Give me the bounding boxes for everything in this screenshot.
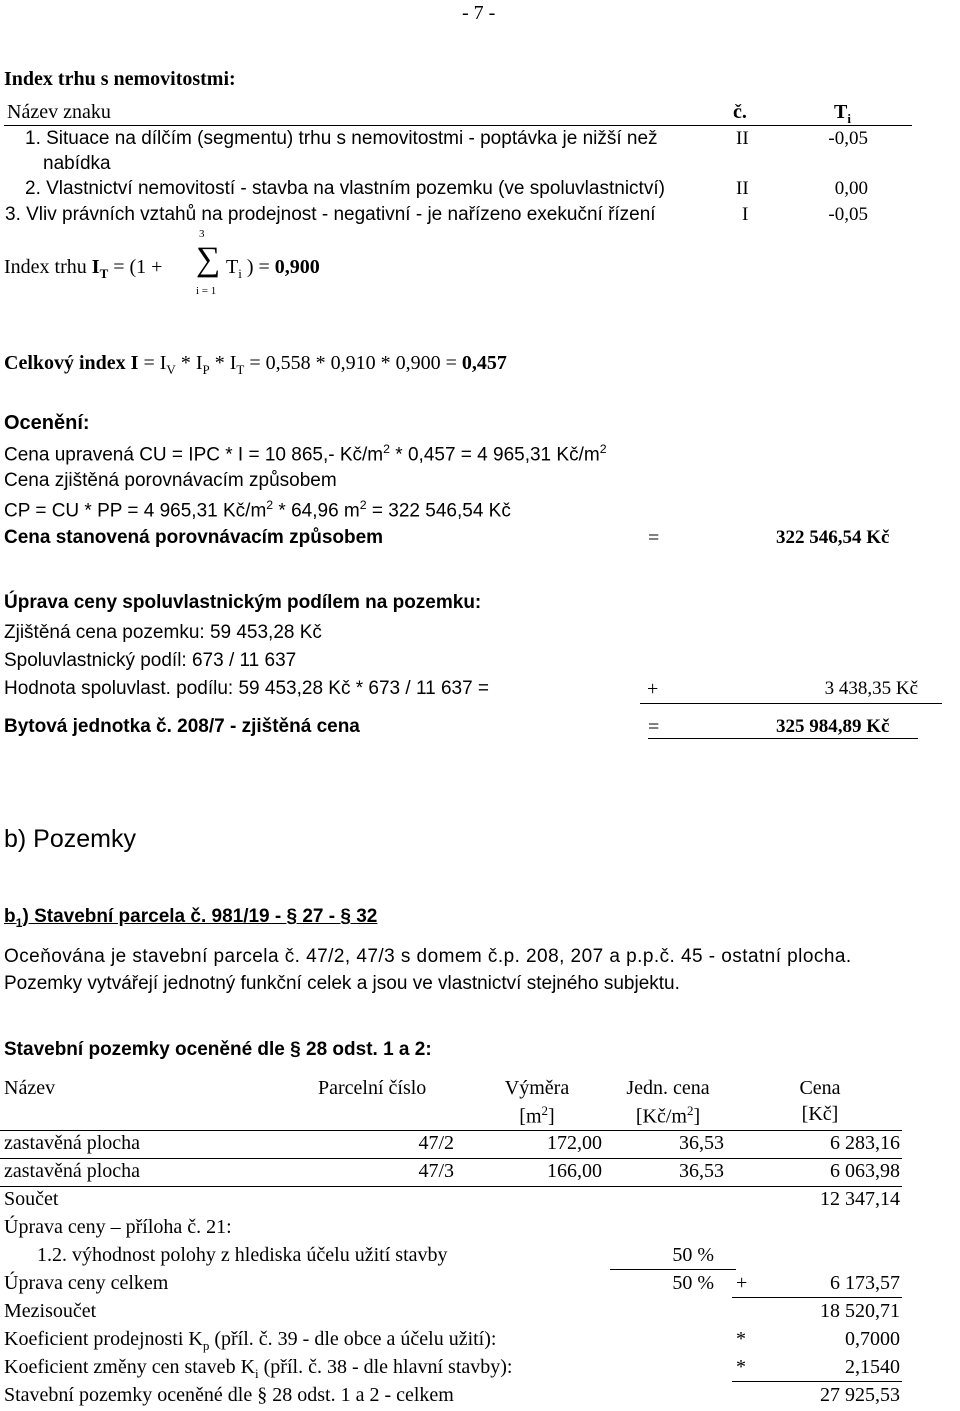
land-row-1-price: 6 283,16 (830, 1132, 900, 1154)
valuation-line-3: CP = CU * PP = 4 965,31 $Kč/m^2 * 64,96$ $m^2 = 322$ 546,54 Kč (4, 498, 511, 522)
land-adj-total-value: 6 173,57 (830, 1272, 900, 1294)
land-sum-value: 12 347,14 (820, 1188, 900, 1210)
unit-result-eq: = (648, 716, 660, 738)
sigma-symbol: ∑ (196, 241, 221, 278)
land-subtotal-label: Mezisoučet (4, 1300, 97, 1322)
land-adj-item-rule (610, 1269, 736, 1270)
section-b-title: b) Pozemky (4, 825, 136, 853)
land-row-1-rule (0, 1158, 902, 1159)
land-kp-sign: * (736, 1328, 746, 1350)
valuation-result-value: 322 546,54 Kč (776, 527, 890, 548)
land-row-2-name: zastavěná plocha (4, 1160, 141, 1182)
land-row-2-rule (0, 1186, 902, 1187)
index-header-rule (4, 125, 912, 126)
index-row-2-ti: 0,00 (834, 178, 868, 199)
adjustment-line-3: Hodnota spoluvlast. podílu: 59 453,28 Kč * 673 / 11 637 = (4, 678, 490, 699)
land-header-rule (0, 1130, 902, 1131)
index-row-3-c: I (742, 204, 749, 225)
adjustment-line-1: Zjištěná cena pozemku: 59 453,28 Kč (4, 622, 322, 643)
sigma-bottom: i = 1 (196, 285, 217, 297)
land-adj-total-label: Úprava ceny celkem (4, 1272, 169, 1294)
land-subtotal-value: 18 520,71 (820, 1300, 900, 1322)
land-ki-value: 2,1540 (845, 1356, 900, 1378)
total-index-line: Celkový index $I = I_V * I_P * I_T = 0,558 * 0,910 * 0,900 = 0,457$ (4, 352, 507, 377)
land-adj-total-rule (732, 1297, 902, 1298)
valuation-line-1: Cena upravená CU = IPC * I = 10 865,- $Kč/m^2 * 0,457 = 4$ 965,31 $Kč/m^2$ (4, 442, 607, 466)
land-kp-value: 0,7000 (845, 1328, 900, 1350)
land-row-1-unit-price: 36,53 (679, 1132, 724, 1154)
land-ki-rule (732, 1381, 902, 1382)
index-row-1-ti: -0,05 (828, 128, 868, 149)
land-col-parcel: Parcelní číslo (318, 1077, 427, 1099)
land-kp-label: Koeficient prodejnosti $K_p$ (příl. č. 39 - dle obce a účelu užití): (4, 1328, 497, 1353)
unit-result-label: Bytová jednotka č. 208/7 - zjištěná cena (4, 716, 360, 737)
land-col-price-unit: [Kč] (801, 1103, 839, 1125)
adjustment-value: 3 438,35 Kč (824, 678, 918, 699)
land-row-2-unit-price: 36,53 (679, 1160, 724, 1182)
page-number: - 7 - (462, 2, 496, 24)
land-col-area: Výměra (504, 1077, 570, 1099)
unit-result-underline (648, 738, 918, 739)
land-ki-sign: * (736, 1356, 746, 1378)
index-formula: Index trhu $I_T = (1$ + (4, 256, 163, 281)
land-adj-total-sign: + (736, 1272, 748, 1294)
index-row-1-c: II (736, 128, 749, 149)
index-row-1-text: 1. Situace na dílčím (segmentu) trhu s nemovitostmi - poptávka je nižší než (25, 128, 658, 149)
adjustment-sum-rule (640, 703, 942, 704)
land-adj-label: Úprava ceny – příloha č. 21: (4, 1216, 232, 1238)
index-heading: Index trhu s nemovitostmi: (4, 68, 236, 90)
adjustment-plus: + (647, 678, 659, 700)
land-table-heading: Stavební pozemky oceněné dle § 28 odst. 1 a 2: (4, 1039, 432, 1060)
sigma-top: 3 (199, 228, 205, 240)
index-col-c: č. (733, 101, 747, 123)
land-row-1-name: zastavěná plocha (4, 1132, 141, 1154)
adjustment-heading: Úprava ceny spoluvlastnickým podílem na pozemku: (4, 592, 482, 613)
index-formula-tail: $T_i$ ) = 0,900 (226, 256, 320, 281)
index-row-1-text-cont: nabídka (43, 153, 111, 174)
land-row-1-parcel: 47/2 (418, 1132, 454, 1154)
land-row-2-parcel: 47/3 (418, 1160, 454, 1182)
land-sum-label: Součet (4, 1188, 59, 1210)
land-col-unit-price-unit: $[Kč/m^2]$ (635, 1103, 701, 1128)
land-ki-label: Koeficient změny cen staveb $K_i$ (příl. č. 38 - dle hlavní stavby): (4, 1356, 513, 1381)
adjustment-line-2: Spoluvlastnický podíl: 673 / 11 637 (4, 650, 297, 671)
section-b-desc-1: Oceňována je stavební parcela č. 47/2, 47/3 s domem č.p. 208, 207 a p.p.č. 45 - ostatní plocha. (4, 946, 852, 967)
land-col-unit-price: Jedn. cena (626, 1077, 710, 1099)
land-row-2-price: 6 063,98 (830, 1160, 900, 1182)
index-row-3-ti: -0,05 (828, 204, 868, 225)
land-row-1-area: 172,00 (547, 1132, 602, 1154)
land-adj-item-pct: 50 % (672, 1244, 714, 1266)
land-col-area-unit: $[m^2]$ (519, 1103, 555, 1128)
unit-result-value: 325 984,89 Kč (776, 716, 890, 737)
land-final-value: 27 925,53 (820, 1384, 900, 1406)
land-adj-item: 1.2. výhodnost polohy z hlediska účelu užití stavby (37, 1244, 448, 1266)
index-row-2-c: II (736, 178, 749, 199)
index-col-ti: $T_i$ (834, 101, 851, 126)
index-col-name: Název znaku (7, 101, 111, 123)
land-adj-total-pct: 50 % (672, 1272, 714, 1294)
index-row-3-text: 3. Vliv právních vztahů na prodejnost - negativní - je nařízeno exekuční řízení (5, 204, 656, 225)
valuation-result-label: Cena stanovená porovnávacím způsobem (4, 527, 384, 548)
land-row-2-area: 166,00 (547, 1160, 602, 1182)
land-col-name: Název (4, 1077, 56, 1099)
section-b-desc-2: Pozemky vytvářejí jednotný funkční celek a jsou ve vlastnictví stejného subjektu. (4, 973, 680, 994)
valuation-heading: Ocenění: (4, 412, 90, 434)
index-row-2-text: 2. Vlastnictví nemovitostí - stavba na vlastním pozemku (ve spoluvlastnictví) (25, 178, 665, 199)
land-final-label: Stavební pozemky oceněné dle § 28 odst. 1 a 2 - celkem (4, 1384, 454, 1406)
section-b1-heading: $b_1$) Stavební parcela č. 981/19 - § 27 - § 32 (4, 906, 378, 930)
valuation-line-2: Cena zjištěná porovnávacím způsobem (4, 470, 337, 491)
land-col-price: Cena (799, 1077, 841, 1099)
valuation-result-eq: = (648, 527, 660, 549)
